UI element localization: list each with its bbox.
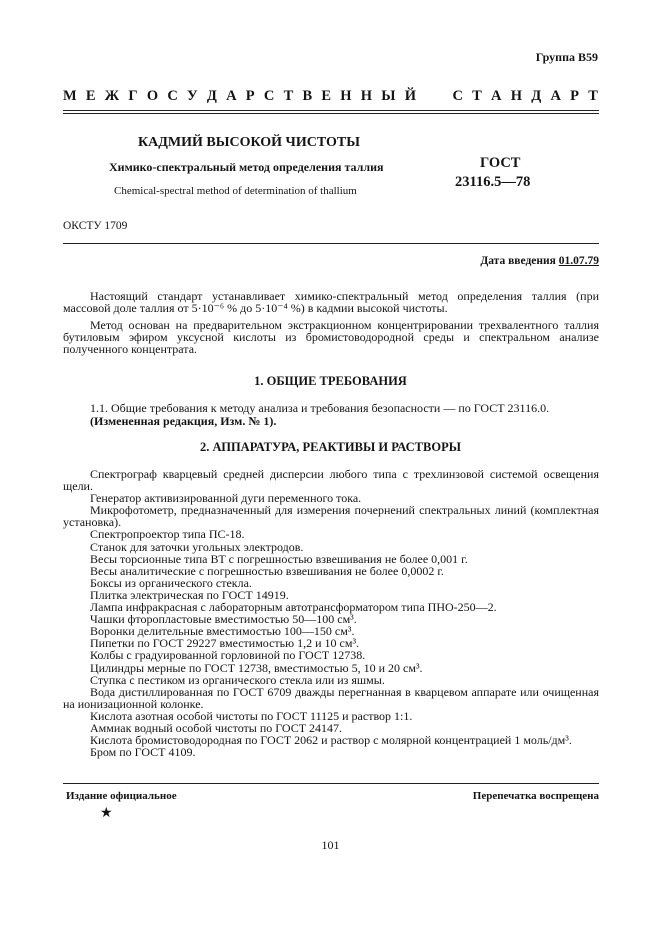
list-item: Колбы с градуированной горловиной по ГОСТ 12738.	[90, 648, 366, 663]
banner-letter: В	[302, 88, 313, 104]
list-item: Пипетки по ГОСТ 29227 вместимостью 1,2 и 10 см³.	[90, 636, 360, 651]
banner-letter: С	[263, 88, 275, 104]
banner-letter: Д	[531, 88, 542, 104]
list-item: Цилиндры мерные по ГОСТ 12738, вместимостью 5, 10 и 20 см³.	[90, 660, 423, 675]
standard-banner	[63, 88, 598, 105]
footer-rule	[63, 783, 599, 784]
page-number: 101	[321, 838, 340, 852]
list-item: Аммиак водный особой чистоты по ГОСТ 24147.	[90, 720, 343, 735]
banner-letter: Т	[472, 88, 482, 104]
list-item: Плитка электрическая по ГОСТ 14919.	[90, 587, 289, 602]
banner-letter: Н	[340, 88, 352, 104]
banner-letter: Е	[85, 88, 96, 104]
document-english-title: Chemical-spectral method of determination of thallium	[114, 185, 357, 197]
banner-letter: Р	[245, 88, 255, 104]
banner-letter: С	[452, 88, 463, 104]
section-1-edition: (Измененная редакция, Изм. № 1).	[90, 414, 277, 428]
document-subtitle: Химико-спектральный метод определения таллия	[109, 160, 384, 174]
banner-letter: Д	[206, 88, 217, 104]
banner-letter: Ы	[381, 88, 396, 104]
banner-letter: Й	[404, 88, 416, 104]
group-code: Группа В59	[535, 50, 598, 64]
date-value: 01.07.79	[558, 255, 599, 267]
banner-gap	[425, 88, 443, 105]
equipment-list	[63, 468, 599, 758]
intro-paragraph-1: Настоящий стандарт устанавливает химико-спектральный метод определения таллия (при массовой доле таллия от 5·10⁻⁶ % до 5·10⁻⁴ %) в кадмии высокой чистоты.	[63, 289, 599, 315]
introduction-date	[480, 255, 599, 267]
list-item: Бром по ГОСТ 4109.	[90, 745, 196, 760]
list-item: Лампа инфракрасная с лабораторным автотрансформатором типа ПНО-250—2.	[90, 600, 497, 615]
banner-letter: Т	[588, 88, 598, 104]
list-item: Станок для заточки угольных электродов.	[90, 539, 304, 554]
banner-letter: О	[146, 88, 159, 104]
banner-letter: Н	[360, 88, 373, 104]
list-item: Ступка с пестиком из органического стекла или из яшмы.	[90, 672, 385, 687]
list-item: Микрофотометр, предназначенный для измерения почернений спектральных линий (комплектная установка).	[63, 503, 599, 530]
top-rule	[63, 110, 599, 111]
banner-letter: С	[167, 88, 178, 104]
list-item: Боксы из органического стекла.	[90, 575, 252, 590]
banner-letter: Т	[283, 88, 294, 104]
date-label: Дата введения	[480, 255, 556, 267]
banner-letter: М	[63, 88, 77, 104]
list-item: Воронки делительные вместимостью 100—150 см³.	[90, 624, 355, 639]
list-item: Вода дистиллированная по ГОСТ 6709 дважды перегнанная в кварцевом аппарате или очищенная на ионизационной колонке.	[63, 684, 599, 711]
list-item: Весы аналитические с погрешностью взвешивания не более 0,0002 г.	[90, 563, 444, 578]
gost-number: 23116.5—78	[455, 174, 531, 190]
banner-letter: У	[187, 88, 198, 104]
banner-letter: А	[226, 88, 237, 104]
section-1-heading: 1. ОБЩИЕ ТРЕБОВАНИЯ	[254, 374, 407, 388]
list-item: Спектрограф кварцевый средней дисперсии любого типа с трехлинзовой системой освещения щели.	[63, 467, 599, 494]
banner-letter: Е	[321, 88, 332, 104]
header-rule	[63, 243, 599, 244]
banner-letter: А	[491, 88, 502, 104]
list-item: Весы торсионные типа ВТ с погрешностью взвешивания не более 0,001 г.	[90, 551, 468, 566]
gost-label: ГОСТ	[480, 155, 521, 171]
list-item: Кислота бромистоводородная по ГОСТ 2062 и раствор с молярной концентрацией 1 моль/дм³.	[90, 733, 572, 748]
banner-letter: Г	[128, 88, 138, 104]
section-2-heading: 2. АППАРАТУРА, РЕАКТИВЫ И РАСТВОРЫ	[200, 440, 461, 454]
banner-letter: А	[550, 88, 561, 104]
list-item: Генератор активизированной дуги переменного тока.	[90, 491, 362, 506]
intro-paragraph-2: Метод основан на предварительном экстракционном концентрировании трехвалентного таллия бутиловым эфиром уксусной кислоты из бромистоводородной среды и спектральном анализе полученного концентрата.	[63, 318, 599, 356]
reprint-prohibited-label: Перепечатка воспрещена	[472, 790, 599, 802]
list-item: Чашки фторопластовые вместимостью 50—100 см³.	[90, 612, 357, 627]
list-item: Кислота азотная особой чистоты по ГОСТ 11125 и раствор 1:1.	[90, 708, 413, 723]
banner-letter: Р	[570, 88, 579, 104]
document-title: КАДМИЙ ВЫСОКОЙ ЧИСТОТЫ	[138, 135, 360, 150]
top-rule-thin	[63, 113, 599, 114]
section-1-text: 1.1. Общие требования к методу анализа и требования безопасности — по ГОСТ 23116.0.	[90, 401, 550, 415]
banner-letter: Ж	[104, 88, 120, 104]
okstu-code: ОКСТУ 1709	[63, 220, 128, 232]
list-item: Спектропроектор типа ПС-18.	[90, 527, 245, 542]
banner-letter: Н	[510, 88, 523, 104]
star-icon: ★	[100, 806, 113, 821]
official-edition-label: Издание официальное	[66, 790, 177, 802]
